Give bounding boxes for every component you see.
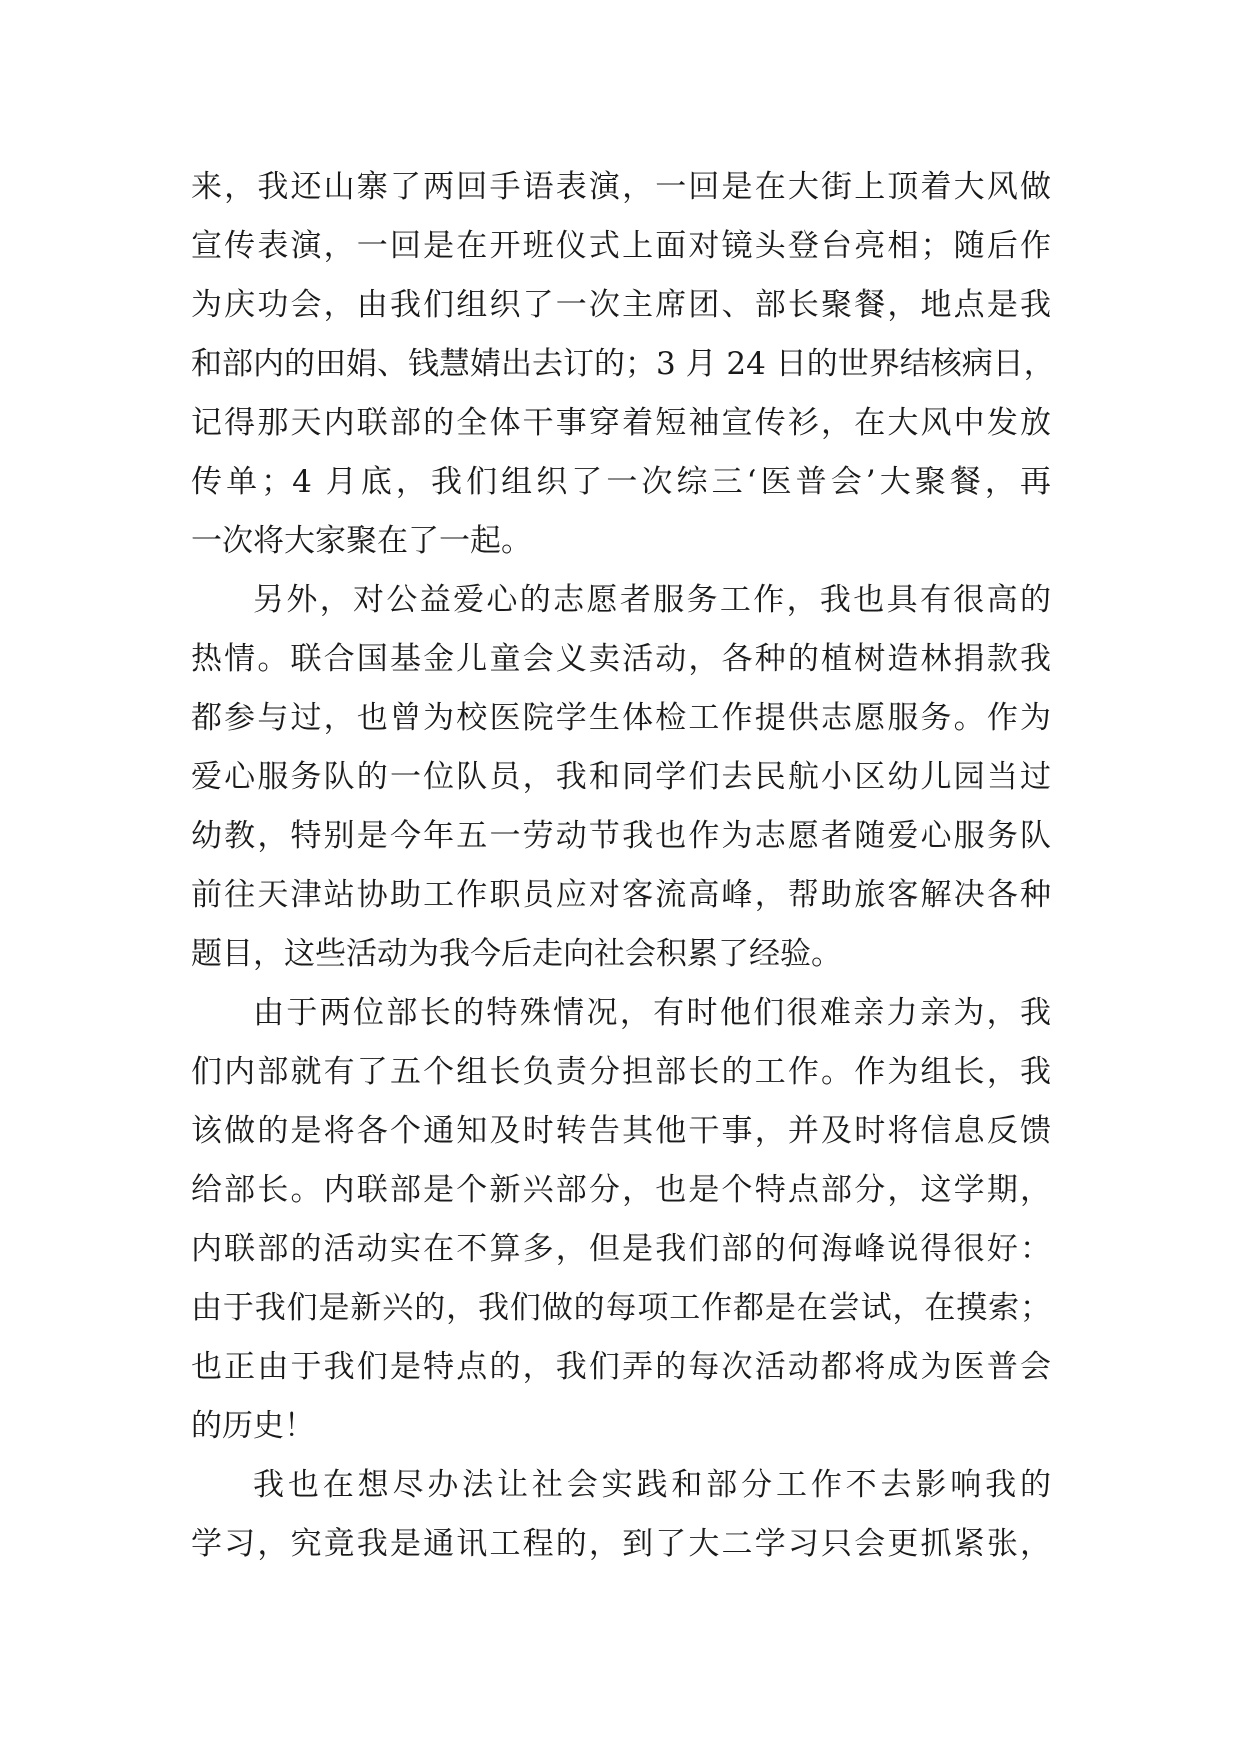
text-line: 学习，究竟我是通讯工程的，到了大二学习只会更抓紧张， (191, 1526, 1051, 1562)
text-line: 该做的是将各个通知及时转告其他干事，并及时将信息反馈 (191, 1113, 1051, 1149)
text-line: 也正由于我们是特点的，我们弄的每次活动都将成为医普会 (191, 1349, 1051, 1385)
text-line: 由于两位部长的特殊情况，有时他们很难亲力亲为，我 (253, 995, 1051, 1031)
paragraph (191, 1456, 1051, 1574)
text-line: 由于我们是新兴的，我们做的每项工作都是在尝试，在摸索； (191, 1290, 1051, 1326)
text-line: 幼教，特别是今年五一劳动节我也作为志愿者随爱心服务队 (191, 818, 1051, 854)
paragraph (191, 571, 1051, 984)
text-line: 题目，这些活动为我今后走向社会积累了经验。 (191, 936, 842, 972)
text-line: 爱心服务队的一位队员，我和同学们去民航小区幼儿园当过 (191, 759, 1051, 795)
text-line: 前往天津站协助工作职员应对客流高峰，帮助旅客解决各种 (191, 877, 1051, 913)
text-line: 热情。联合国基金儿童会义卖活动，各种的植树造林捐款我 (191, 641, 1051, 677)
text-line: 的历史！ (191, 1408, 315, 1444)
text-line: 都参与过，也曾为校医院学生体检工作提供志愿服务。作为 (191, 700, 1051, 736)
text-line: 传单；4 月底，我们组织了一次综三‘医普会’大聚餐，再 (191, 464, 1051, 500)
paragraph (191, 158, 1055, 571)
text-line: 为庆功会，由我们组织了一次主席团、部长聚餐，地点是我 (191, 287, 1051, 323)
text-line: 宣传表演，一回是在开班仪式上面对镜头登台亮相；随后作 (191, 228, 1051, 264)
text-line: 另外，对公益爱心的志愿者服务工作，我也具有很高的 (253, 582, 1051, 618)
text-line: 记得那天内联部的全体干事穿着短袖宣传衫，在大风中发放 (191, 405, 1051, 441)
paragraph (191, 984, 1051, 1456)
text-line: 一次将大家聚在了一起。 (191, 523, 532, 559)
text-line: 我也在想尽办法让社会实践和部分工作不去影响我的 (253, 1467, 1051, 1503)
document-body (191, 158, 1055, 1574)
text-line: 内联部的活动实在不算多，但是我们部的何海峰说得很好： (191, 1231, 1051, 1267)
text-line: 们内部就有了五个组长负责分担部长的工作。作为组长，我 (191, 1054, 1051, 1090)
text-line: 和部内的田娟、钱慧婧出去订的；3 月 24 日的世界结核病日， (191, 346, 1055, 382)
text-line: 给部长。内联部是个新兴部分，也是个特点部分，这学期， (191, 1172, 1051, 1208)
text-line: 来，我还山寨了两回手语表演，一回是在大街上顶着大风做 (191, 169, 1051, 205)
